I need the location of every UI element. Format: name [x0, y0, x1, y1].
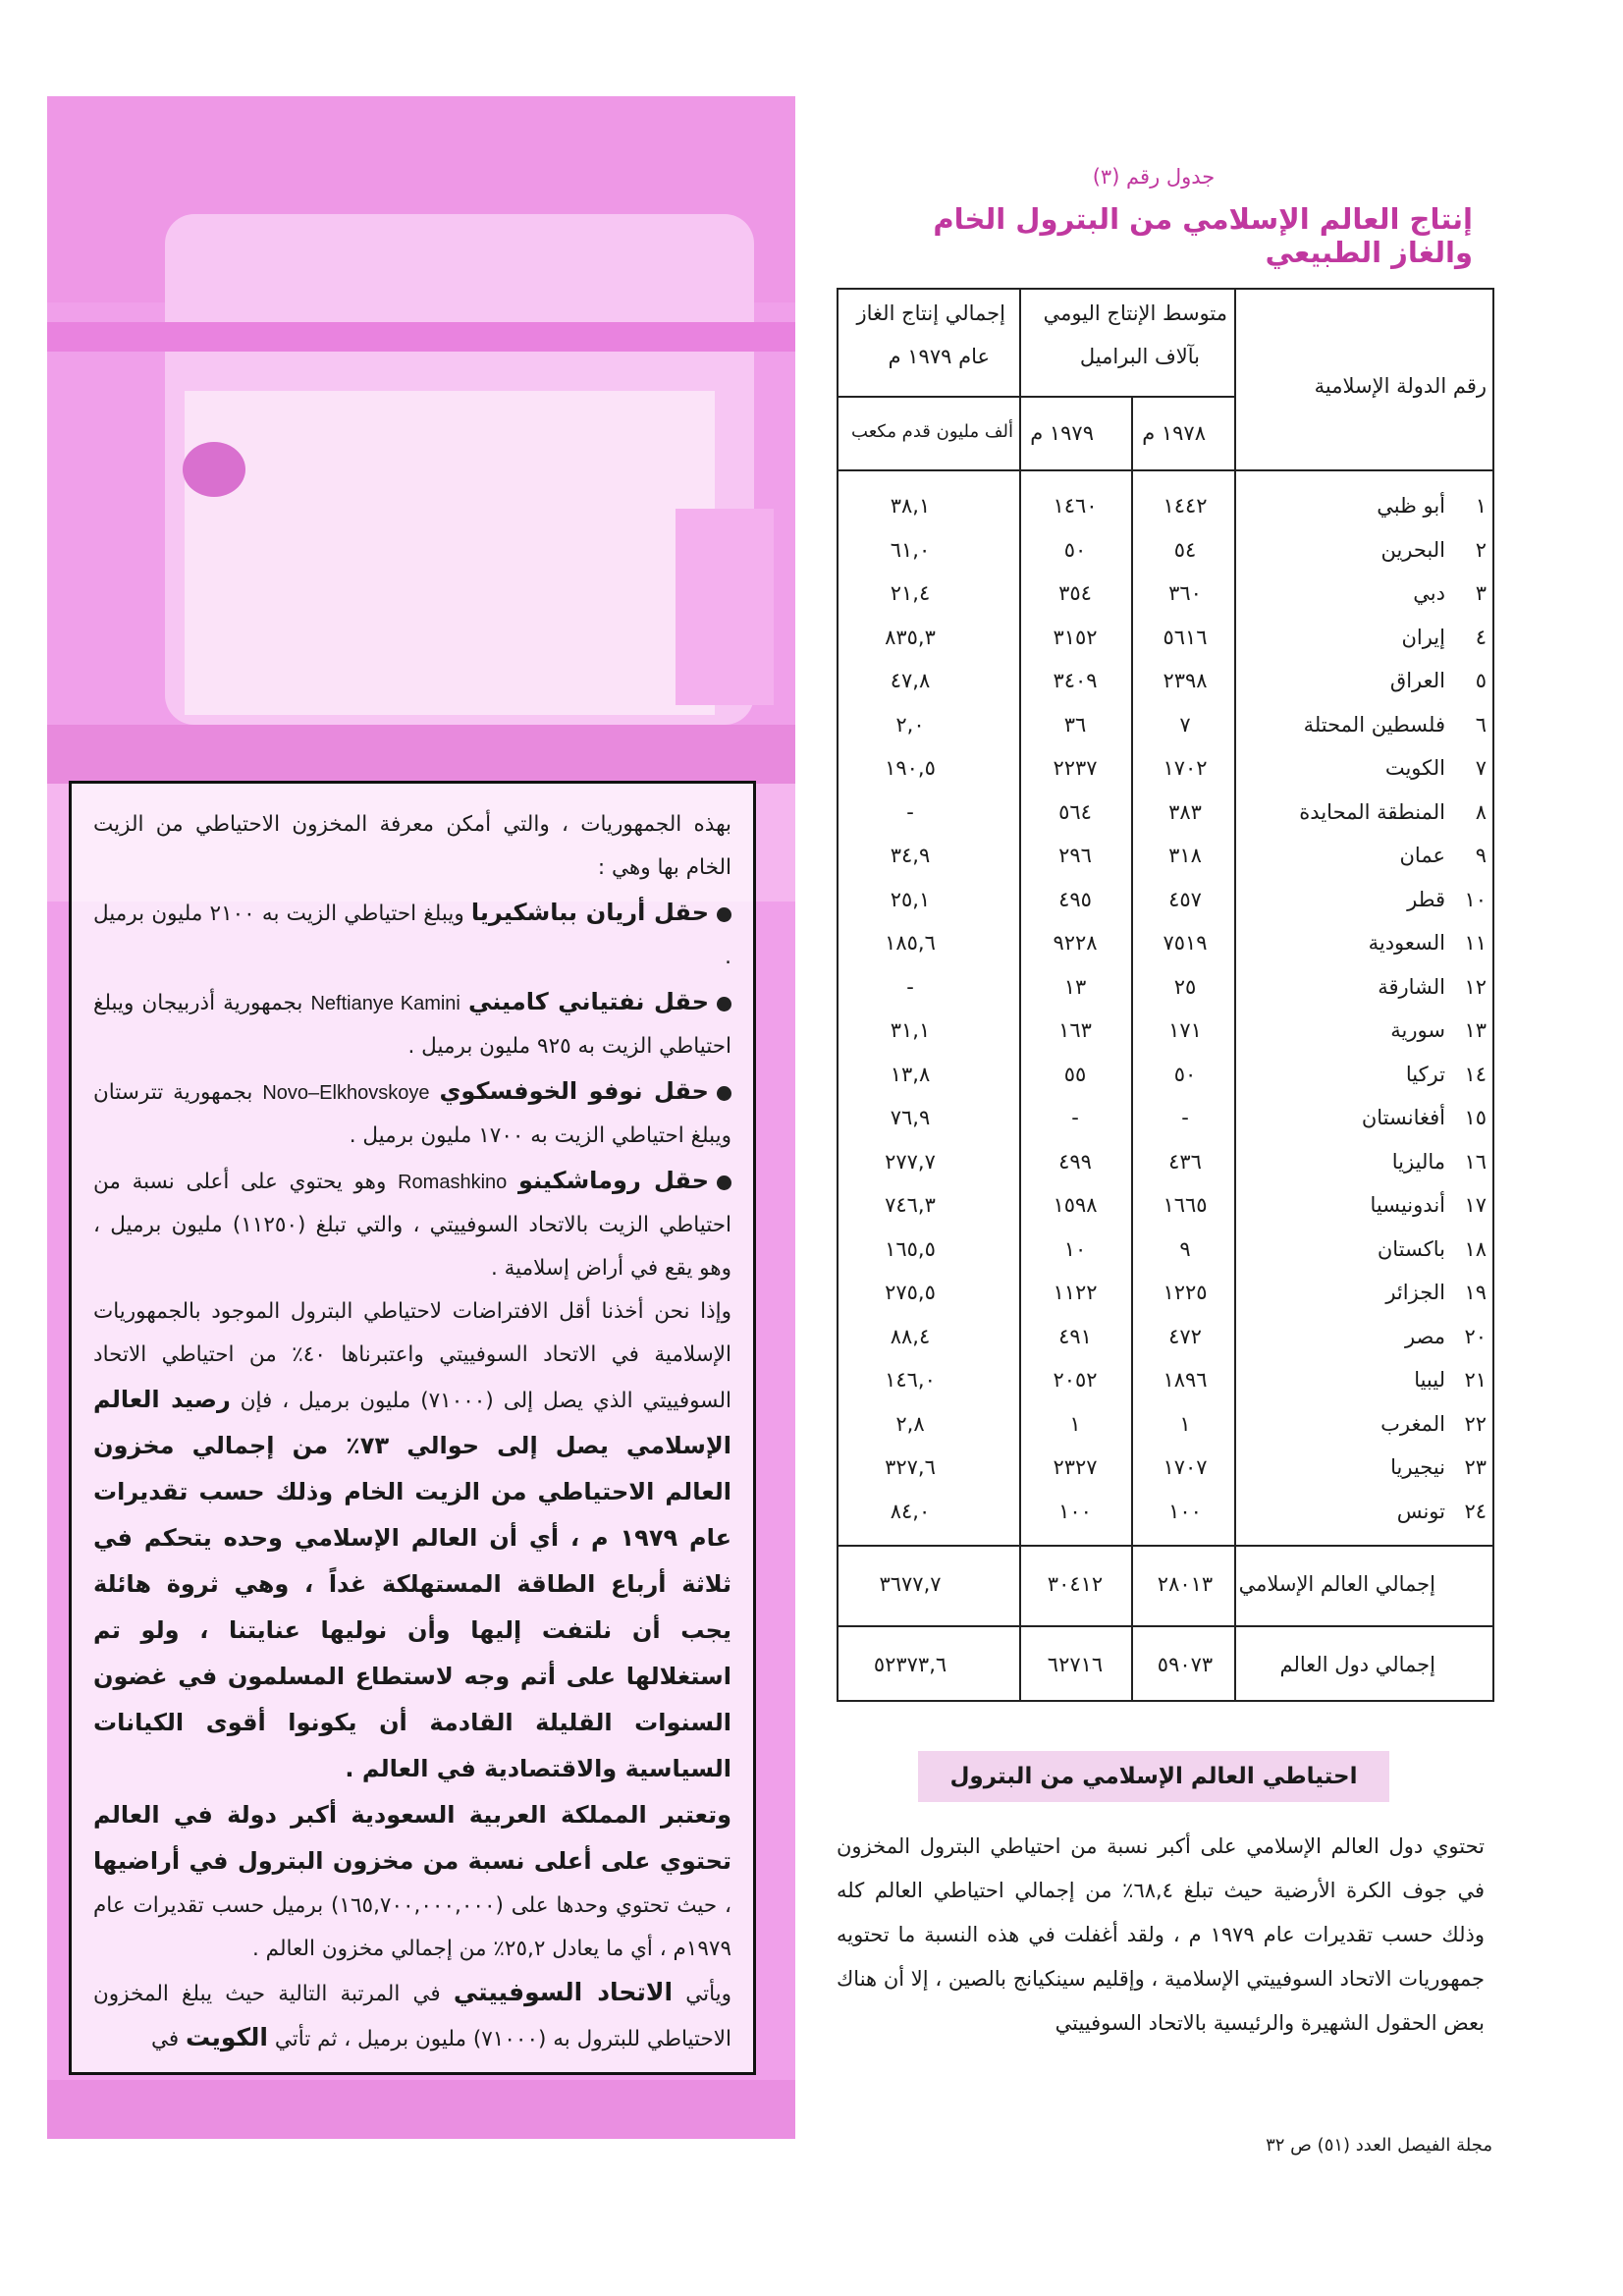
row-number: ٢٠	[1464, 1324, 1487, 1348]
row-number: ٥	[1475, 669, 1487, 692]
row-1978: ٢٥	[1173, 974, 1197, 999]
bullet-icon	[717, 907, 731, 922]
sidebar-paragraph-2	[93, 1290, 731, 1792]
row-country: أبو ظبي	[1377, 494, 1445, 518]
row-gas: ٣١,١	[890, 1018, 931, 1042]
row-number: ١٧	[1464, 1193, 1487, 1217]
row-gas: ٢,٠	[895, 712, 925, 737]
p4-mid: في المرتبة التالية حيث يبلغ المخزون الاحتياطي للبترول به (٧١٠٠٠) مليون برميل ، ثم تأتي	[93, 1982, 731, 2051]
row-1978: -	[1181, 1106, 1189, 1129]
row-1979: ٥٦٤	[1058, 799, 1092, 824]
header-gas-unit: ألف مليون قدم مكعب	[851, 421, 1013, 442]
sidebar-paragraph-3	[93, 1792, 731, 1971]
row-number: ٢٤	[1464, 1499, 1487, 1523]
row-1979: ٣١٥٢	[1053, 625, 1098, 649]
row-1978: ١٠٠	[1168, 1499, 1202, 1523]
row-gas: ٣٢٧,٦	[885, 1455, 936, 1479]
p3-bold-text: وتعتبر المملكة العربية السعودية أكبر دولة في العالم تحتوي على أعلى نسبة من مخزون البترول في أراضيها	[93, 1801, 731, 1875]
p4-start: ويأتي	[685, 1982, 732, 2006]
row-gas: ٢٥,١	[890, 887, 931, 911]
row-1979: ٤٩٥	[1058, 887, 1092, 911]
row-number: ١٩	[1464, 1281, 1487, 1304]
table-title: إنتاج العالم الإسلامي من البترول الخام والغاز الطبيعي	[933, 202, 1473, 269]
row-country: البحرين	[1380, 537, 1445, 562]
row-1979: ٣٦	[1063, 712, 1087, 737]
header-daily-2: بآلاف البراميل	[1079, 345, 1200, 368]
field-name: حقل أريان بباشكيريا	[470, 899, 709, 926]
header-1978: ١٩٧٨ م	[1142, 421, 1206, 445]
field-desc: بجمهورية أذربيجان ويبلغ احتياطي الزيت به ٩٢٥ مليون برميل .	[93, 991, 731, 1059]
field-name: حقل روماشكينو	[517, 1167, 709, 1194]
row-1979: ١٥٩٨	[1053, 1193, 1098, 1217]
row-country: عمان	[1399, 844, 1445, 867]
row-country: السعودية	[1368, 931, 1445, 955]
row-gas: ١٤٦,٠	[885, 1368, 936, 1392]
row-country: نيجيريا	[1390, 1455, 1445, 1479]
p2-text: وإذا نحن أخذنا أقل الافتراضات لاحتياطي البترول الموجود بالجمهوريات الإسلامية في الاتحاد السوفييتي واعتبرناها ٤٠٪ من احتياطي الاتحاد السوفييتي الذي يصل إلى (٧١٠٠٠) مليون برميل ، فإن	[93, 1299, 731, 1413]
row-1979: ١١٢٢	[1053, 1281, 1098, 1304]
p4-bold-1: الاتحاد السوفييتي	[453, 1978, 674, 2006]
row-1978: ١٧٠٧	[1163, 1455, 1208, 1479]
row-1978: ٩	[1179, 1236, 1191, 1261]
row-number: ١	[1475, 494, 1487, 518]
p4-end: في	[150, 2027, 180, 2051]
row-country: مصر	[1404, 1324, 1445, 1348]
row-gas: -	[906, 974, 914, 999]
row-country: أندونيسيا	[1370, 1193, 1445, 1217]
field-desc: بجمهورية تترستان ويبلغ احتياطي الزيت به ١٧٠٠ مليون برميل .	[93, 1080, 731, 1148]
row-country: ليبيا	[1414, 1368, 1445, 1392]
row-1979: ٢٠٥٢	[1053, 1368, 1098, 1392]
row-country: الجزائر	[1385, 1281, 1445, 1304]
row-gas: ٢٧٧,٧	[885, 1149, 936, 1174]
row-1979: ٤٩٩	[1058, 1149, 1092, 1174]
row-1979: ١٦٣	[1058, 1018, 1092, 1042]
row-divider	[837, 469, 1494, 471]
row-1978: ٥٦١٦	[1163, 625, 1208, 649]
field-item-1	[93, 890, 731, 979]
row-number: ٨	[1475, 799, 1487, 824]
reserves-body	[837, 1825, 1485, 2046]
row-gas: ٣٨,١	[890, 494, 931, 518]
field-latin-name: Romashkino	[398, 1172, 508, 1193]
row-1978: ٥٠	[1173, 1062, 1197, 1086]
row-gas: ١٣,٨	[890, 1062, 931, 1086]
field-latin-name: Novo–Elkhovskoye	[262, 1082, 430, 1104]
row-1978: ٧٥١٩	[1163, 931, 1208, 955]
field-item-2	[93, 979, 731, 1068]
row-country: المنطقة المحايدة	[1299, 799, 1445, 824]
table-caption-number: جدول رقم (٣)	[1092, 165, 1216, 189]
row-number: ١٨	[1464, 1236, 1487, 1261]
row-number: ١٣	[1464, 1018, 1487, 1042]
sidebar-intro: بهذه الجمهوريات ، والتي أمكن معرفة المخزون الاحتياطي من الزيت الخام بها وهي :	[93, 812, 731, 880]
row-number: ٢١	[1464, 1368, 1487, 1392]
row-country: أفغانستان	[1361, 1106, 1445, 1129]
field-name: حقل نوفو الخوفسكوي	[439, 1077, 709, 1105]
row-number: ٢	[1475, 537, 1487, 562]
row-number: ١٠	[1464, 887, 1487, 911]
header-gas-1: إجمالي إنتاج الغاز	[856, 301, 1005, 325]
row-1979: ٥٠	[1063, 537, 1087, 562]
row-divider	[837, 396, 1234, 398]
row-country: تركيا	[1405, 1062, 1445, 1086]
row-country: دبي	[1413, 581, 1445, 605]
field-desc: وهو يحتوي على أعلى نسبة من احتياطي الزيت بالاتحاد السوفييتي ، والتي تبلغ (١١٢٥٠) مليون برميل ، وهو يقع في أراض إسلامية .	[93, 1170, 732, 1281]
field-latin-name: Neftianye Kamini	[310, 993, 460, 1014]
row-1979: ٤٩١	[1058, 1324, 1092, 1348]
bullet-icon	[717, 1086, 731, 1101]
row-1979: ٣٥٤	[1058, 581, 1092, 605]
row-1979: ١٣	[1063, 974, 1087, 999]
row-1978: ٣٦٠	[1168, 581, 1202, 605]
row-country: الكويت	[1384, 756, 1445, 780]
sidebar-paragraph-4	[93, 1971, 731, 2061]
row-1978: ٤٥٧	[1168, 887, 1202, 911]
field-item-3	[93, 1068, 731, 1158]
page-footer: مجلة الفيصل العدد (٥١) ص ٣٢	[1266, 2135, 1492, 2156]
row-gas: ٢٧٥,٥	[885, 1281, 936, 1304]
row-gas: ٨٣٥,٣	[885, 625, 936, 649]
row-number: ٩	[1475, 844, 1487, 867]
row-1978: ٧	[1179, 712, 1191, 737]
row-1978: ٣٨٣	[1168, 799, 1202, 824]
row-1979: ٩٢٢٨	[1053, 931, 1098, 955]
row-1978: ١٧١	[1168, 1018, 1202, 1042]
row-1979: ٣٤٠٩	[1053, 669, 1098, 692]
row-1978: ٣١٨	[1168, 844, 1202, 867]
row-1979: ٢٢٣٧	[1053, 756, 1098, 780]
row-1978: ١٢٢٥	[1163, 1281, 1208, 1304]
row-number: ٣	[1475, 581, 1487, 605]
row-1979: ٢٩٦	[1058, 844, 1092, 867]
row-gas: ٧٤٦,٣	[885, 1193, 936, 1217]
total-islamic-label: إجمالي العالم الإسلامي	[1238, 1572, 1435, 1596]
row-country: العراق	[1389, 669, 1445, 692]
total-islamic-1979: ٣٠٤١٢	[1047, 1572, 1104, 1596]
bullet-icon	[717, 1175, 731, 1190]
row-divider	[837, 1625, 1494, 1627]
row-gas: ٢١,٤	[890, 581, 931, 605]
field-item-4	[93, 1158, 731, 1290]
row-gas: ٢,٨	[895, 1411, 925, 1436]
row-number: ١٦	[1464, 1149, 1487, 1174]
reserves-heading: احتياطي العالم الإسلامي من البترول	[918, 1751, 1389, 1802]
row-1978: ١٧٠٢	[1163, 756, 1208, 780]
row-number: ١٤	[1464, 1062, 1487, 1086]
row-1978: ٥٤	[1173, 537, 1197, 562]
row-1978: ٤٣٦	[1168, 1149, 1202, 1174]
row-1978: ١٤٤٢	[1163, 494, 1208, 518]
row-number: ٧	[1475, 756, 1487, 780]
production-table	[837, 288, 1494, 1702]
row-country: قطر	[1407, 887, 1445, 911]
row-gas: ١٩٠,٥	[885, 756, 936, 780]
row-country: المغرب	[1380, 1411, 1445, 1436]
header-1979: ١٩٧٩ م	[1030, 421, 1094, 445]
header-country: رقم الدولة الإسلامية	[1314, 374, 1487, 398]
p4-bold-2: الكويت	[185, 2023, 269, 2051]
row-number: ١٥	[1464, 1106, 1487, 1129]
row-gas: ٨٤,٠	[890, 1499, 931, 1523]
p3-text: ، حيث تحتوي وحدها على (١٦٥,٧٠٠,٠٠٠,٠٠٠) برميل حسب تقديرات عام ١٩٧٩م ، أي ما يعادل ٢٥,٢٪ من إجمالي مخزون العالم .	[93, 1893, 731, 1961]
row-gas: ٤٧,٨	[890, 669, 931, 692]
row-country: ماليزيا	[1391, 1149, 1445, 1174]
row-1979: ٢٣٢٧	[1053, 1455, 1098, 1479]
reserves-paragraph: تحتوي دول العالم الإسلامي على أكبر نسبة من احتياطي البترول المخزون في جوف الكرة الأرضية حيث تبلغ ٦٨,٤٪ من إجمالي احتياطي العالم كله وذلك حسب تقديرات عام ١٩٧٩ م ، ولقد أغفلت في هذه النسبة ما تحتويه جمهوريات الاتحاد السوفييتي الإسلامية ، وإقليم سينكيانج بالصين ، إلا أن هناك بعض الحقول الشهيرة والرئيسية بالاتحاد السوفييتي	[837, 1834, 1485, 2035]
row-country: فلسطين المحتلة	[1303, 712, 1445, 737]
row-number: ٢٢	[1464, 1411, 1487, 1436]
row-gas: -	[906, 799, 914, 824]
row-1978: ١٨٩٦	[1163, 1368, 1208, 1392]
row-gas: ٦١,٠	[890, 537, 931, 562]
total-world-1979: ٦٢٧١٦	[1047, 1653, 1104, 1676]
row-1979: ٥٥	[1063, 1062, 1087, 1086]
row-gas: ٣٤,٩	[890, 844, 931, 867]
total-world-1978: ٥٩٠٧٣	[1157, 1653, 1214, 1676]
row-country: الشارقة	[1378, 974, 1445, 999]
row-1979: ١٠	[1063, 1236, 1087, 1261]
row-country: سورية	[1390, 1018, 1445, 1042]
bullet-icon	[717, 997, 731, 1011]
field-desc: ويبلغ احتياطي الزيت به ٢١٠٠ مليون برميل .	[93, 902, 731, 969]
row-1978: ١٦٦٥	[1163, 1193, 1208, 1217]
row-gas: ١٦٥,٥	[885, 1236, 936, 1261]
row-number: ١١	[1464, 931, 1487, 955]
row-number: ٦	[1475, 712, 1487, 737]
row-gas: ١٨٥,٦	[885, 931, 936, 955]
row-1979: ١٤٦٠	[1053, 494, 1098, 518]
field-name: حقل نفتياني كاميني	[467, 988, 710, 1015]
row-1978: ٢٣٩٨	[1163, 669, 1208, 692]
row-1978: ١	[1179, 1411, 1191, 1436]
row-gas: ٨٨,٤	[890, 1324, 931, 1348]
row-1978: ٤٧٢	[1168, 1324, 1202, 1348]
row-number: ٢٣	[1464, 1455, 1487, 1479]
header-gas-2: عام ١٩٧٩ م	[888, 345, 990, 368]
row-number: ٤	[1475, 625, 1487, 649]
row-1979: ١	[1069, 1411, 1081, 1436]
p2-bold-text: رصيد العالم الإسلامي يصل إلى حوالي ٧٣٪ من إجمالي مخزون العالم الاحتياطي من الزيت الخام وذلك حسب تقديرات عام ١٩٧٩ م ، أي أن العالم الإسلامي وحده يتحكم في ثلاثة أرباع الطاقة المستهلكة غداً ، وهي ثروة هائلة يجب أن نلتفت إليها وأن نوليها عنايتنا ، ولو تم استغلالها على أتم وجه لاستطاع المسلمون في غضون السنوات القليلة القادمة أن يكونوا أقوى الكيانات السياسية والاقتصادية في العالم .	[93, 1386, 731, 1782]
row-1979: -	[1071, 1106, 1079, 1129]
total-world-label: إجمالي دول العالم	[1279, 1653, 1435, 1676]
row-country: باكستان	[1377, 1236, 1445, 1261]
row-1979: ١٠٠	[1058, 1499, 1092, 1523]
row-country: تونس	[1396, 1499, 1445, 1523]
total-world-gas: ٥٢٣٧٣,٦	[873, 1653, 947, 1676]
row-divider	[837, 1545, 1494, 1547]
row-number: ١٢	[1464, 974, 1487, 999]
row-country: إيران	[1401, 625, 1445, 649]
sidebar-text-box	[69, 781, 756, 2075]
header-daily-1: متوسط الإنتاج اليومي	[1043, 301, 1227, 325]
total-islamic-1978: ٢٨٠١٣	[1157, 1572, 1214, 1596]
row-gas: ٧٦,٩	[890, 1106, 931, 1129]
total-islamic-gas: ٣٦٧٧,٧	[879, 1572, 942, 1596]
